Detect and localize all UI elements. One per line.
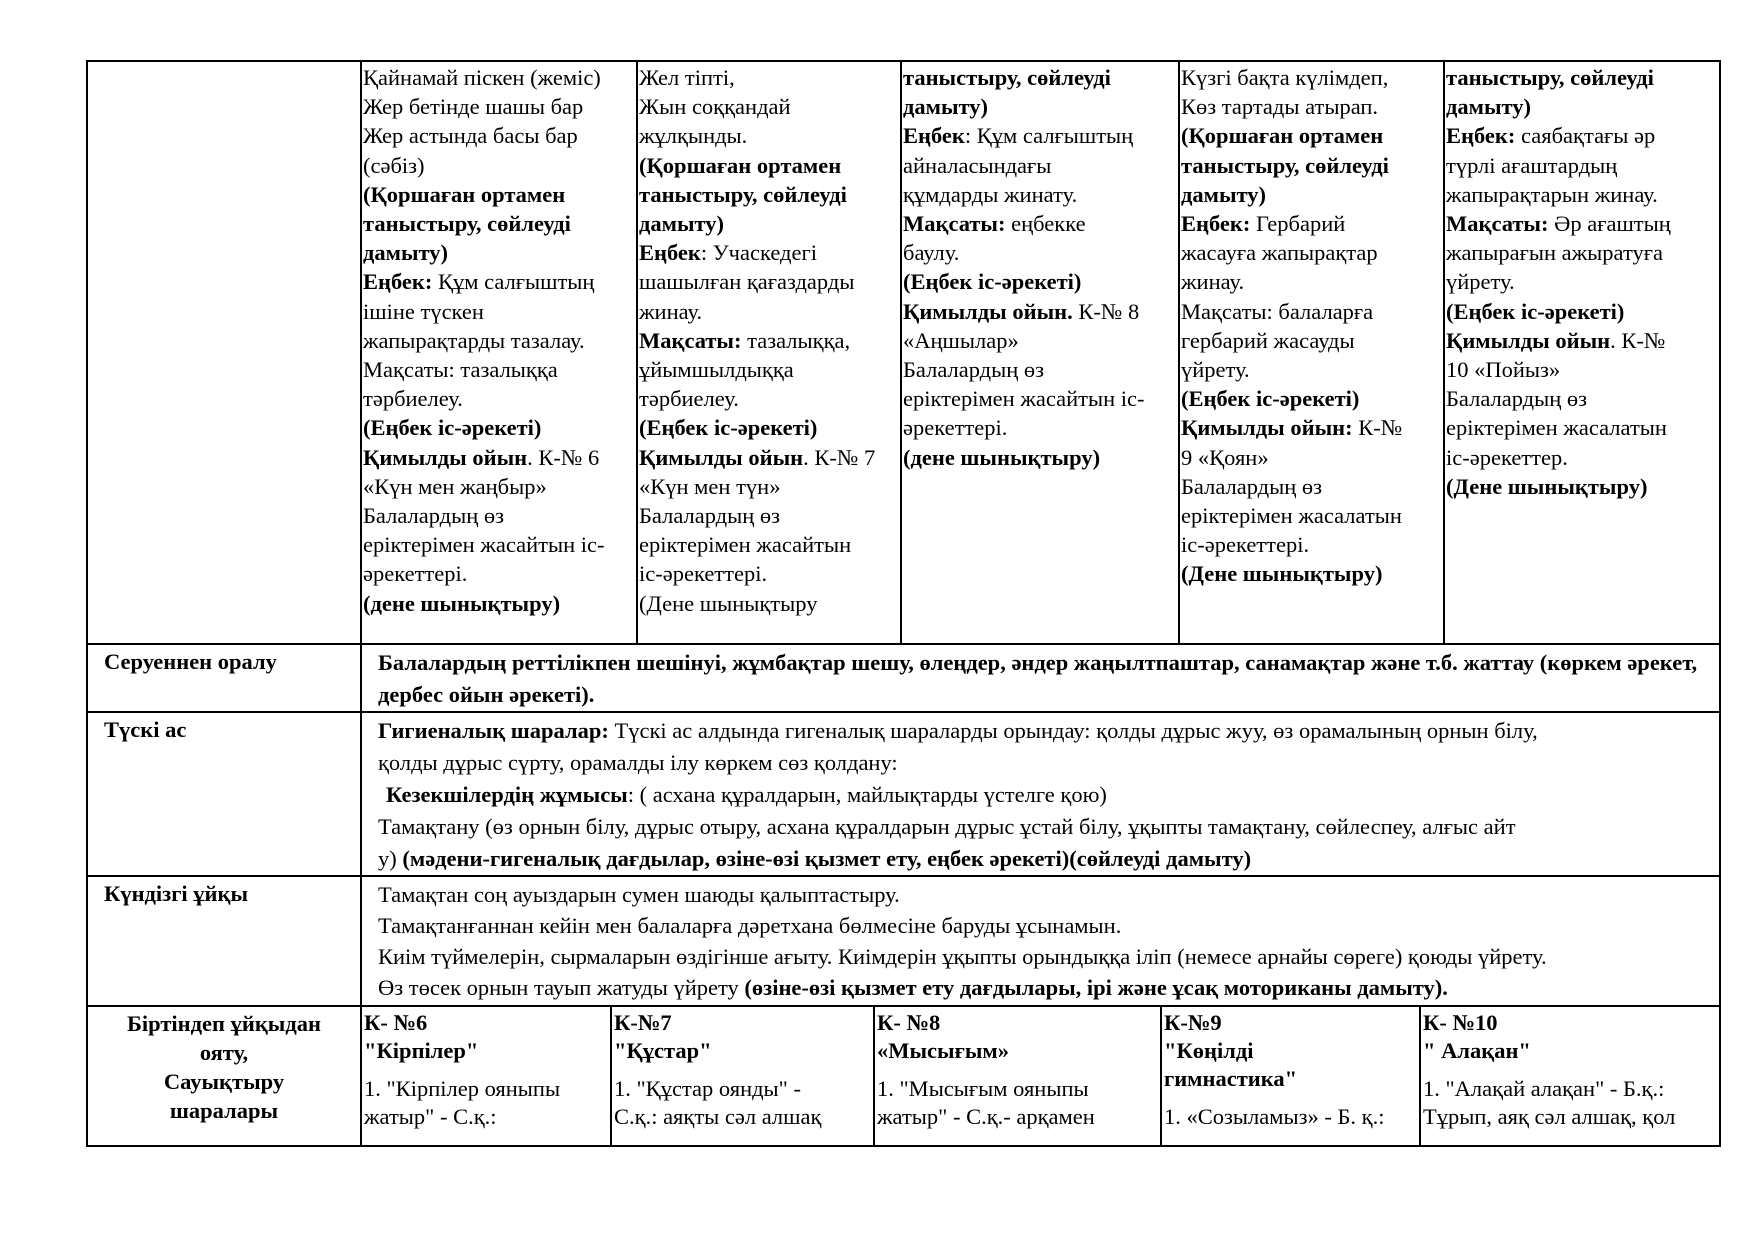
row-label: Күндізгі ұйқы <box>104 881 249 906</box>
free-play-line: іс-әрекеттер. <box>1446 444 1568 470</box>
game-line: Қимылды ойын. К-№ 6 <box>363 444 600 470</box>
activity-tag: (Еңбек іс-әрекеті) <box>363 415 542 441</box>
game-name: 10 «Пойыз» <box>1446 357 1561 383</box>
goal-line: ұйымшылдыққа <box>639 357 794 383</box>
hygiene-line: қолды дұрыс сүрту, орамалды ілу көркем сөз қолдану: <box>378 750 898 775</box>
goal-line: Мақсаты: балаларға <box>1181 298 1374 324</box>
goal-line: Мақсаты: тазалыққа <box>363 357 558 383</box>
work-line: жинау. <box>1181 269 1245 295</box>
walk-label-cell <box>87 61 361 644</box>
free-play-line: Балалардың өз <box>1181 473 1323 499</box>
free-play-line: әрекеттері. <box>903 415 1008 441</box>
work-line: түрлі ағаштардың <box>1446 152 1618 178</box>
lunch-text-cell <box>361 712 1720 876</box>
goal-line: Мақсаты: еңбекке <box>903 211 1086 237</box>
exercise-line: жатыр" - С.қ.- арқамен <box>877 1104 1095 1129</box>
exercise-line: С.қ.: аяқты сәл алшақ <box>614 1104 822 1129</box>
lunch-label-cell <box>87 712 361 876</box>
duty-line: Кезекшілердің жұмысы: ( асхана құралдарын, майлықтарды үстелге қою) <box>386 782 1107 807</box>
wake-complexes-table <box>362 1007 1721 1145</box>
complex-number: К- №10 <box>1423 1010 1498 1035</box>
nap-label-cell <box>87 876 361 1006</box>
walk-day-5-cell <box>1444 61 1720 644</box>
work-line: Еңбек: саябақтағы әр <box>1446 123 1656 149</box>
activity-tag: (Еңбек іс-әрекеті) <box>1446 298 1625 324</box>
area-tag: дамыту) <box>1181 181 1267 207</box>
nap-row <box>87 876 1720 1006</box>
eating-line: Тамақтану (өз орнын білу, дұрыс отыру, асхана құралдарын дұрыс ұстай білу, ұқыпты тамақтану, сөйлеспеу, алғыс айт <box>378 814 1516 839</box>
return-walk-text-cell <box>361 644 1720 712</box>
area-tag: (Қоршаған ортамен <box>363 181 566 207</box>
walk-day-4-cell <box>1179 61 1444 644</box>
goal-line: Мақсаты: Әр ағаштың <box>1446 211 1671 237</box>
free-play-line: Балалардың өз <box>903 357 1045 383</box>
return-walk-label-cell <box>87 644 361 712</box>
free-play-line: еріктерімен жасалатын <box>1446 415 1667 441</box>
work-line: айналасындағы <box>903 152 1052 178</box>
activity-tag: (Еңбек іс-әрекеті) <box>903 269 1082 295</box>
area-tag: дамыту) <box>363 240 449 266</box>
complex-number: К-№7 <box>614 1010 672 1035</box>
end-tag: (Дене шынықтыру) <box>1181 561 1383 587</box>
goal-line: гербарий жасауды <box>1181 327 1355 353</box>
free-play-line: іс-әрекеттері. <box>1181 532 1310 558</box>
nap-line: Тамақтанғаннан кейін мен балаларға дәретхана бөлмесіне баруды ұсынамын. <box>378 913 1122 938</box>
goal-line: баулу. <box>903 240 960 266</box>
row-label: Сауықтыру <box>163 1069 285 1094</box>
row-label: ояту, <box>199 1040 249 1065</box>
work-line: Еңбек: Құм салғыштың <box>903 123 1134 149</box>
row-label: шаралары <box>169 1098 279 1123</box>
goal-line: үйрету. <box>1181 357 1250 383</box>
complex-name: "Кірпілер" <box>364 1038 479 1063</box>
game-line: Қимылды ойын. К-№ <box>1446 327 1666 353</box>
game-line: Қимылды ойын. К-№ 7 <box>639 444 876 470</box>
complex-name: "Көңілді <box>1164 1038 1254 1063</box>
eating-line: у) (мәдени-гигеналық дағдылар, өзіне-өзі қызмет ету, еңбек әрекеті)(сөйлеуді дамыту) <box>378 846 1252 871</box>
area-tag: таныстыру, сөйлеуді <box>639 181 847 207</box>
game-name: 9 «Қоян» <box>1181 444 1269 470</box>
game-line: Қимылды ойын. К-№ 8 <box>903 298 1140 324</box>
wake-complex-7 <box>611 1007 874 1145</box>
daily-plan-table <box>86 60 1721 1147</box>
wake-complex-9 <box>1161 1007 1420 1145</box>
riddle-answer: (сәбіз) <box>363 152 425 178</box>
poem-line: Жел тіпті, <box>639 65 735 90</box>
free-play-line: еріктерімен жасалатын <box>1181 503 1402 529</box>
game-line: Қимылды ойын: К-№ <box>1181 415 1403 441</box>
return-walk-row <box>87 644 1720 712</box>
walk-day-2-cell <box>637 61 901 644</box>
end-tag: (Дене шынықтыру <box>639 590 818 616</box>
wake-complex-8 <box>874 1007 1161 1145</box>
exercise-line: жатыр" - С.қ.: <box>364 1104 497 1129</box>
free-play-line: әрекеттері. <box>363 561 468 587</box>
complex-number: К- №6 <box>364 1010 428 1035</box>
complex-name: «Мысығым» <box>877 1038 1009 1063</box>
complex-name: "Құстар" <box>614 1038 712 1063</box>
complex-number: К-№9 <box>1164 1010 1222 1035</box>
wake-row <box>87 1006 1720 1146</box>
activity-tag: (Еңбек іс-әрекеті) <box>1181 386 1360 412</box>
poem-line: жұлқынды. <box>639 123 748 149</box>
free-play-line: еріктерімен жасайтын <box>639 532 852 558</box>
riddle-line: Жер астында басы бар <box>363 123 578 149</box>
lunch-row <box>87 712 1720 876</box>
area-tag: дамыту) <box>1446 94 1532 120</box>
complex-number: К- №8 <box>877 1010 941 1035</box>
free-play-line: еріктерімен жасайтын іс- <box>903 386 1145 412</box>
nap-line: Өз төсек орнын тауып жатуды үйрету (өзіне-өзі қызмет ету дағдылары, ірі және ұсақ моториканы дамыту). <box>378 975 1448 1000</box>
work-line: жинау. <box>639 298 703 324</box>
complex-name: гимнастика" <box>1164 1066 1298 1091</box>
riddle-line: Жер бетінде шашы бар <box>363 94 584 120</box>
wake-complex-10 <box>1420 1007 1721 1145</box>
area-tag: (Қоршаған ортамен <box>639 152 842 178</box>
free-play-line: Балалардың өз <box>363 503 505 529</box>
end-tag: (дене шынықтыру) <box>903 444 1101 470</box>
hygiene-line: Гигиеналық шаралар: Түскі ас алдында гигеналық шараларды орындау: қолды дұрыс жуу, өз орамалының орнын білу, <box>378 718 1538 743</box>
exercise-line: Тұрып, аяқ сәл алшақ, қол <box>1423 1104 1676 1129</box>
work-line: жасауға жапырақтар <box>1181 240 1378 266</box>
nap-line: Киім түймелерін, сырмаларын өздігінше ағыту. Киімдерін ұқыпты орындыққа іліп (немесе арнайы сөреге) қоюды үйрету. <box>378 944 1547 969</box>
riddle-line: Қайнамай піскен (жеміс) <box>363 65 601 90</box>
work-line: Еңбек: Гербарий <box>1181 211 1346 237</box>
work-line: шашылған қағаздарды <box>639 269 855 295</box>
exercise-line: 1. "Алақай алақан" - Б.қ.: <box>1423 1076 1665 1101</box>
row-text: Балалардың реттілікпен шешінуі, жұмбақтар шешу, өлеңдер, әндер жаңылтпаштар, санамақтар және т.б. жаттау (көркем әрекет, дербес ойын әрекеті). <box>378 650 1698 707</box>
work-line: ішіне түскен <box>363 298 484 324</box>
work-line: Еңбек: Учаскедегі <box>639 240 817 266</box>
work-line: құмдарды жинату. <box>903 181 1078 207</box>
free-play-line: Балалардың өз <box>639 503 781 529</box>
goal-line: Мақсаты: тазалыққа, <box>639 327 851 353</box>
area-tag: дамыту) <box>903 94 989 120</box>
area-tag: таныстыру, сөйлеуді <box>903 65 1111 90</box>
exercise-line: 1. «Созыламыз» - Б. қ.: <box>1164 1104 1385 1129</box>
exercise-line: 1. "Кірпілер ояныпы <box>364 1076 561 1101</box>
goal-line: жапырағын ажыратуға <box>1446 240 1663 266</box>
walk-day-3-cell <box>901 61 1179 644</box>
work-line: Еңбек: Құм салғыштың <box>363 269 595 295</box>
free-play-line: еріктерімен жасайтын іс- <box>363 532 605 558</box>
complex-name: " Алақан" <box>1423 1038 1531 1063</box>
wake-complexes-cell <box>361 1006 1720 1146</box>
work-line: жапырақтарды тазалау. <box>363 327 585 353</box>
nap-text-cell <box>361 876 1720 1006</box>
exercise-line: 1. "Құстар оянды" - <box>614 1076 801 1101</box>
area-tag: таныстыру, сөйлеуді <box>363 211 571 237</box>
game-name: «Аңшылар» <box>903 327 1019 353</box>
walk-row <box>87 61 1720 644</box>
goal-line: үйрету. <box>1446 269 1515 295</box>
wake-complex-6 <box>362 1007 611 1145</box>
poem-line: Көз тартады атырап. <box>1181 94 1379 120</box>
free-play-line: іс-әрекеттері. <box>639 561 768 587</box>
nap-line: Тамақтан соң ауыздарын сумен шаюды қалыптастыру. <box>378 882 900 907</box>
free-play-line: Балалардың өз <box>1446 386 1588 412</box>
game-name: «Күн мен түн» <box>639 473 781 499</box>
poem-line: Жын соққандай <box>639 94 791 120</box>
area-tag: таныстыру, сөйлеуді <box>1181 152 1389 178</box>
exercise-line: 1. "Мысығым ояныпы <box>877 1076 1089 1101</box>
poem-line: Күзгі бақта күлімдеп, <box>1181 65 1389 90</box>
end-tag: (дене шынықтыру) <box>363 590 561 616</box>
row-label: Түскі ас <box>104 717 187 742</box>
work-line: жапырақтарын жинау. <box>1446 181 1658 207</box>
end-tag: (Дене шынықтыру) <box>1446 473 1648 499</box>
wake-label-cell <box>87 1006 361 1146</box>
goal-line: тәрбиелеу. <box>639 386 739 412</box>
plan-table-wrapper <box>86 60 1721 1147</box>
area-tag: (Қоршаған ортамен <box>1181 123 1384 149</box>
row-label: Серуеннен оралу <box>104 649 277 674</box>
row-label: Біртіндеп ұйқыдан <box>127 1011 321 1036</box>
game-name: «Күн мен жаңбыр» <box>363 473 547 499</box>
walk-day-1-cell <box>361 61 637 644</box>
area-tag: таныстыру, сөйлеуді <box>1446 65 1654 90</box>
activity-tag: (Еңбек іс-әрекеті) <box>639 415 818 441</box>
area-tag: дамыту) <box>639 211 725 237</box>
goal-line: тәрбиелеу. <box>363 386 463 412</box>
